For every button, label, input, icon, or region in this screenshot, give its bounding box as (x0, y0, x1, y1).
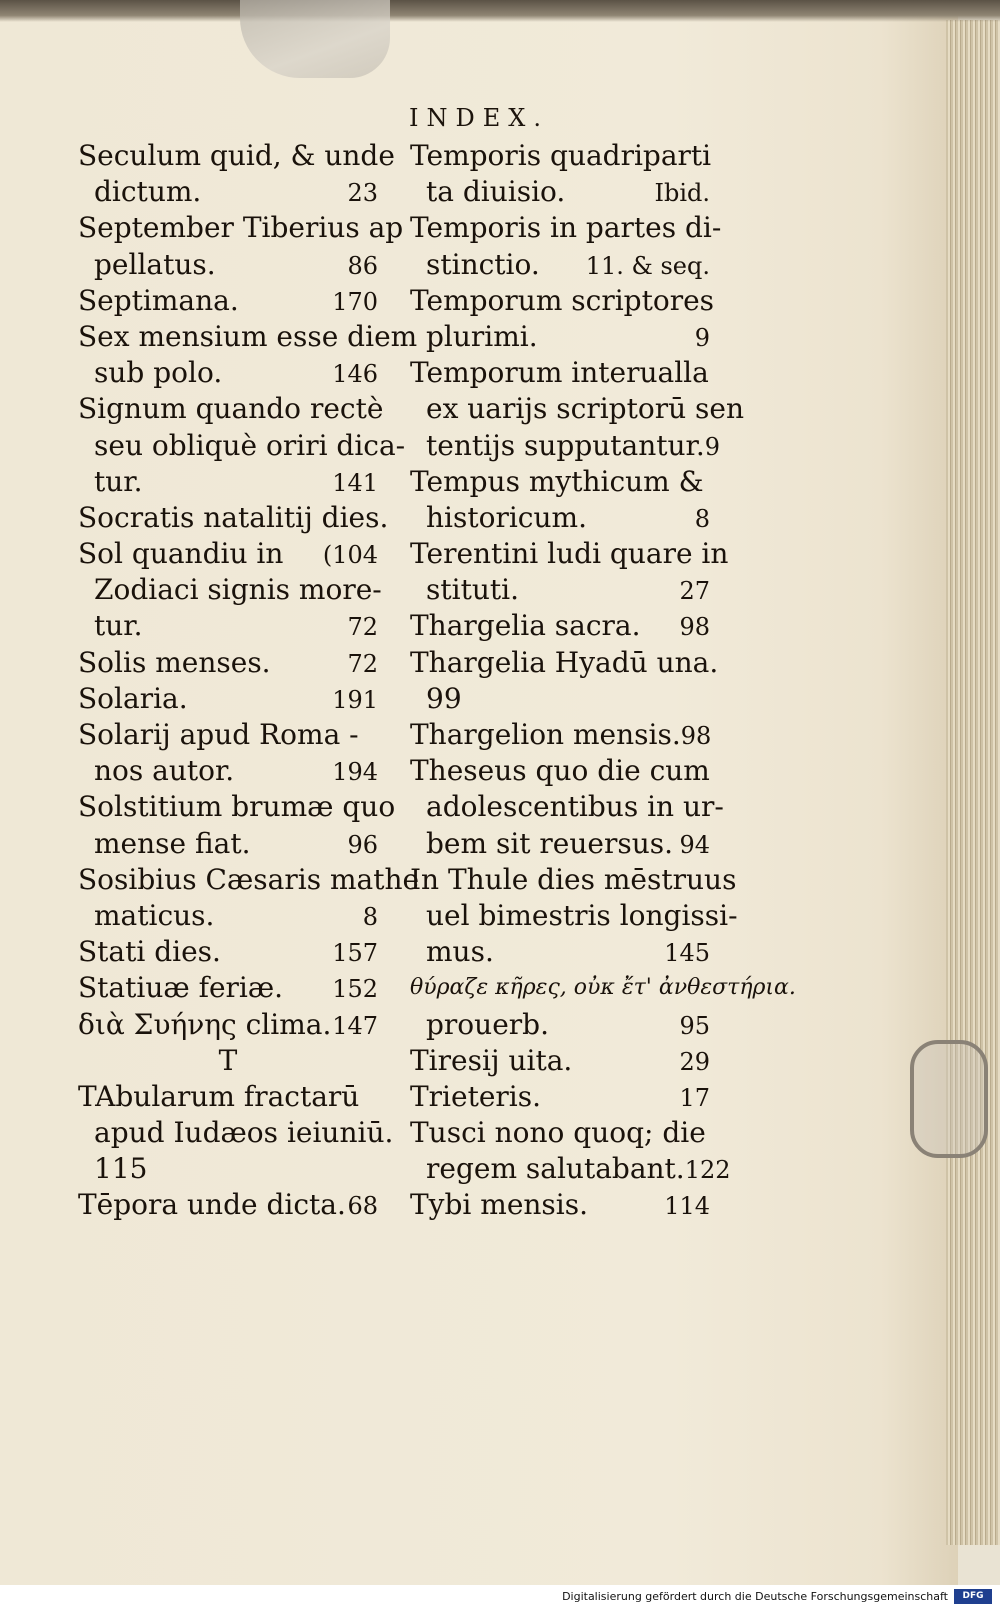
index-entry-text: Temporum interualla (410, 356, 709, 390)
index-entry-line (78, 753, 378, 789)
index-entry-line (78, 789, 396, 825)
index-entry-line (78, 428, 406, 464)
index-entry-line (410, 464, 710, 500)
index-entry-line (410, 1043, 710, 1079)
footer-credit: Digitalisierung gefördert durch die Deutsche Forschungsgemeinschaft (562, 1590, 948, 1603)
index-entry-text: tur. (94, 464, 143, 498)
index-entry-page-number: 157 (332, 939, 378, 968)
index-entry-text: seu obliquè oriri dica- (94, 428, 406, 462)
index-entry-line (410, 572, 710, 608)
index-entry-text: Trieteris. (410, 1079, 542, 1113)
index-entry-line (78, 247, 378, 283)
index-entry-text: ta diuisio. (426, 175, 566, 209)
index-entry-text: θύραζε κῆρες, οὐκ ἔτ' ἀνθεστήρια. (410, 975, 796, 1001)
index-entry-line (410, 934, 710, 970)
index-entry-line (78, 826, 378, 862)
index-entry-line (78, 1079, 378, 1115)
index-entry-line (410, 428, 721, 464)
index-entry-page-number: 17 (679, 1083, 710, 1112)
index-entry-text: pellatus. (94, 247, 216, 281)
index-entry-line (78, 1151, 378, 1187)
index-entry-line (410, 174, 710, 210)
index-entry-page-number: 27 (679, 577, 710, 606)
index-entry-text: Temporis in partes di- (410, 211, 722, 245)
index-entry-line (78, 934, 378, 970)
index-entry-line (410, 319, 710, 355)
index-entry-page-number: 141 (332, 468, 378, 497)
index-entry-text: Signum quando rectè (78, 392, 384, 426)
index-entry-line (410, 500, 710, 536)
index-entry-line (410, 826, 710, 862)
index-entry-text: sub polo. (94, 356, 223, 390)
index-entry-line (78, 1007, 378, 1043)
index-entry-line (410, 753, 710, 789)
index-entry-line (78, 464, 378, 500)
index-entry-line (410, 1151, 731, 1187)
index-entry-line (410, 898, 738, 934)
index-entry-line (78, 717, 378, 753)
index-entry-page-number: 98 (680, 722, 712, 750)
index-entry-text: Thargelion mensis. (410, 718, 681, 751)
index-entry-line (78, 970, 378, 1006)
index-entry-text: uel bimestris longissi- (426, 898, 738, 932)
index-entry-text: Tusci nono quoq; die (410, 1116, 706, 1150)
dfg-logo: DFG (954, 1589, 992, 1604)
index-entry-text: Solstitium brumæ quo (78, 790, 396, 824)
index-entry-line (410, 1079, 710, 1115)
index-entry-page-number: 145 (664, 939, 710, 968)
index-entry-text: Terentini ludi quare in (410, 537, 729, 571)
index-entry-page-number: 194 (332, 758, 378, 787)
index-entry-line (410, 138, 710, 174)
index-entry-text: maticus. (94, 898, 215, 932)
index-entry-text: Zodiaci signis more- (94, 573, 382, 607)
index-entry-page-number: 72 (347, 649, 378, 678)
index-entry-line (78, 138, 395, 174)
running-header: INDEX. (409, 104, 549, 132)
index-entry-line (410, 391, 744, 427)
index-entry-text: Socratis natalitij dies. (78, 500, 389, 534)
index-entry-text: Temporis quadriparti (410, 139, 712, 172)
index-entry-line (78, 608, 378, 644)
index-entry-text: mense fiat. (94, 826, 251, 860)
index-entry-text: Sex mensium esse diem (78, 319, 418, 353)
index-entry-text: dictum. (94, 175, 202, 209)
index-entry-line (410, 645, 719, 681)
index-entry-page-number: 122 (684, 1156, 731, 1185)
index-entry-text: bem sit reuersus. (426, 826, 674, 860)
index-entry-text: stituti. (426, 573, 519, 607)
index-entry-text: tentijs supputantur. (426, 428, 705, 462)
index-entry-line (78, 174, 378, 210)
index-column-left (78, 138, 420, 1224)
index-entry-line (78, 645, 378, 681)
index-entry-text: September Tiberius ap (78, 211, 404, 245)
index-entry-line (78, 500, 389, 536)
index-entry-text: Septimana. (78, 283, 239, 317)
index-entry-text: Seculum quid, & unde (78, 139, 395, 172)
index-entry-text: ex uarijs scriptorū sen (426, 392, 744, 426)
page-clip (910, 1040, 988, 1158)
index-entry-page-number: 94 (679, 830, 710, 859)
index-entry-page-number: 152 (332, 975, 378, 1004)
index-entry-line (78, 283, 378, 319)
index-entry-text: regem salutabant. (426, 1152, 685, 1186)
index-entry-line (78, 572, 382, 608)
index-entry-text: tur. (94, 609, 143, 643)
index-entry-line (78, 391, 384, 427)
index-entry-page-number: 170 (332, 287, 378, 316)
index-entry-line (410, 283, 715, 319)
index-entry-page-number: 8 (694, 504, 710, 533)
index-entry-text: nos autor. (94, 754, 235, 788)
footer (0, 1585, 1000, 1610)
index-entry-line (410, 608, 710, 644)
index-entry-text: Solis menses. (78, 645, 271, 679)
index-entry-text: Tempus mythicum & (410, 464, 704, 498)
index-entry-line (78, 536, 378, 572)
index-entry-line (78, 862, 420, 898)
index-entry-text: Statiuæ feriæ. (78, 971, 284, 1005)
index-entry-page-number: 23 (347, 179, 378, 208)
index-entry-page-number: 9 (694, 323, 710, 352)
index-entry-line (410, 970, 796, 1006)
index-entry-text: prouerb. (426, 1007, 549, 1041)
index-entry-page-number: 95 (679, 1011, 710, 1040)
index-entry-page-number: 191 (332, 685, 378, 714)
index-entry-text: Sosibius Cæsaris mathe (78, 862, 420, 896)
index-entry-line (410, 1007, 710, 1043)
index-entry-text: Temporum scriptores (410, 283, 715, 317)
index-entry-text: Tiresij uita. (410, 1043, 573, 1077)
index-entry-line (78, 319, 418, 355)
index-column-right (410, 138, 796, 1224)
index-entry-line (410, 536, 729, 572)
index-entry-page-number: 147 (332, 1011, 378, 1040)
index-entry-text: plurimi. (426, 319, 538, 353)
index-entry-line (410, 355, 710, 391)
index-entry-text: 99 (426, 681, 462, 715)
index-entry-page-number: 86 (347, 251, 378, 280)
index-entry-page-number: 146 (332, 360, 378, 389)
index-entry-text: TAbularum fractarū (78, 1079, 360, 1113)
page-edges (946, 20, 1000, 1545)
book-spine-shadow (0, 0, 1000, 22)
index-entry-text: Thargelia sacra. (410, 609, 641, 643)
index-entry-line (78, 355, 378, 391)
index-entry-line (410, 1187, 710, 1223)
index-entry-page-number: 96 (347, 830, 378, 859)
index-entry-line (410, 1115, 710, 1151)
index-entry-page-number: Ibid. (654, 179, 710, 208)
index-entry-text: adolescentibus in ur- (426, 790, 724, 824)
index-entry-line (78, 210, 404, 246)
index-entry-line (410, 681, 710, 717)
index-entry-line (78, 1043, 378, 1079)
index-entry-text: διὰ Συήνης clima. (78, 1007, 332, 1041)
index-entry-line (410, 247, 710, 283)
index-entry-line (410, 862, 737, 898)
index-entry-text: Solaria. (78, 681, 188, 715)
index-entry-text: In Thule dies mēstruus (410, 862, 737, 896)
index-entry-line (78, 1115, 394, 1151)
index-entry-page-number: (104 (322, 541, 378, 570)
index-entry-page-number: 68 (347, 1192, 378, 1221)
index-entry-page-number: 29 (679, 1047, 710, 1076)
index-entry-text: mus. (426, 935, 494, 969)
index-entry-line (410, 210, 722, 246)
index-entry-text: Stati dies. (78, 935, 221, 969)
index-entry-page-number: 114 (664, 1192, 710, 1221)
index-entry-text: Sol quandiu in (78, 537, 284, 571)
index-entry-text: Tēpora unde dicta. (78, 1188, 346, 1222)
index-entry-text: Thargelia Hyadū una. (410, 645, 719, 679)
index-entry-text: historicum. (426, 500, 587, 534)
index-entry-line (78, 681, 378, 717)
index-entry-line (410, 717, 710, 753)
index-entry-page-number: 72 (347, 613, 378, 642)
index-entry-text: apud Iudæos ieiuniū. (94, 1116, 394, 1150)
index-entry-page-number: 9 (704, 432, 721, 461)
index-entry-text: Theseus quo die cum (410, 754, 710, 788)
index-entry-page-number: 11. & seq. (585, 251, 710, 280)
index-entry-line (78, 898, 378, 934)
index-entry-line (410, 789, 724, 825)
index-entry-line (78, 1187, 378, 1223)
index-entry-text: Solarij apud Roma - (78, 718, 359, 751)
index-entry-page-number: 98 (679, 613, 710, 642)
index-entry-text: Tybi mensis. (410, 1188, 589, 1222)
index-entry-page-number: 8 (362, 902, 378, 931)
index-entry-text: stinctio. (426, 247, 540, 281)
index-entry-text: T (218, 1043, 238, 1077)
index-entry-text: 115 (94, 1152, 148, 1186)
